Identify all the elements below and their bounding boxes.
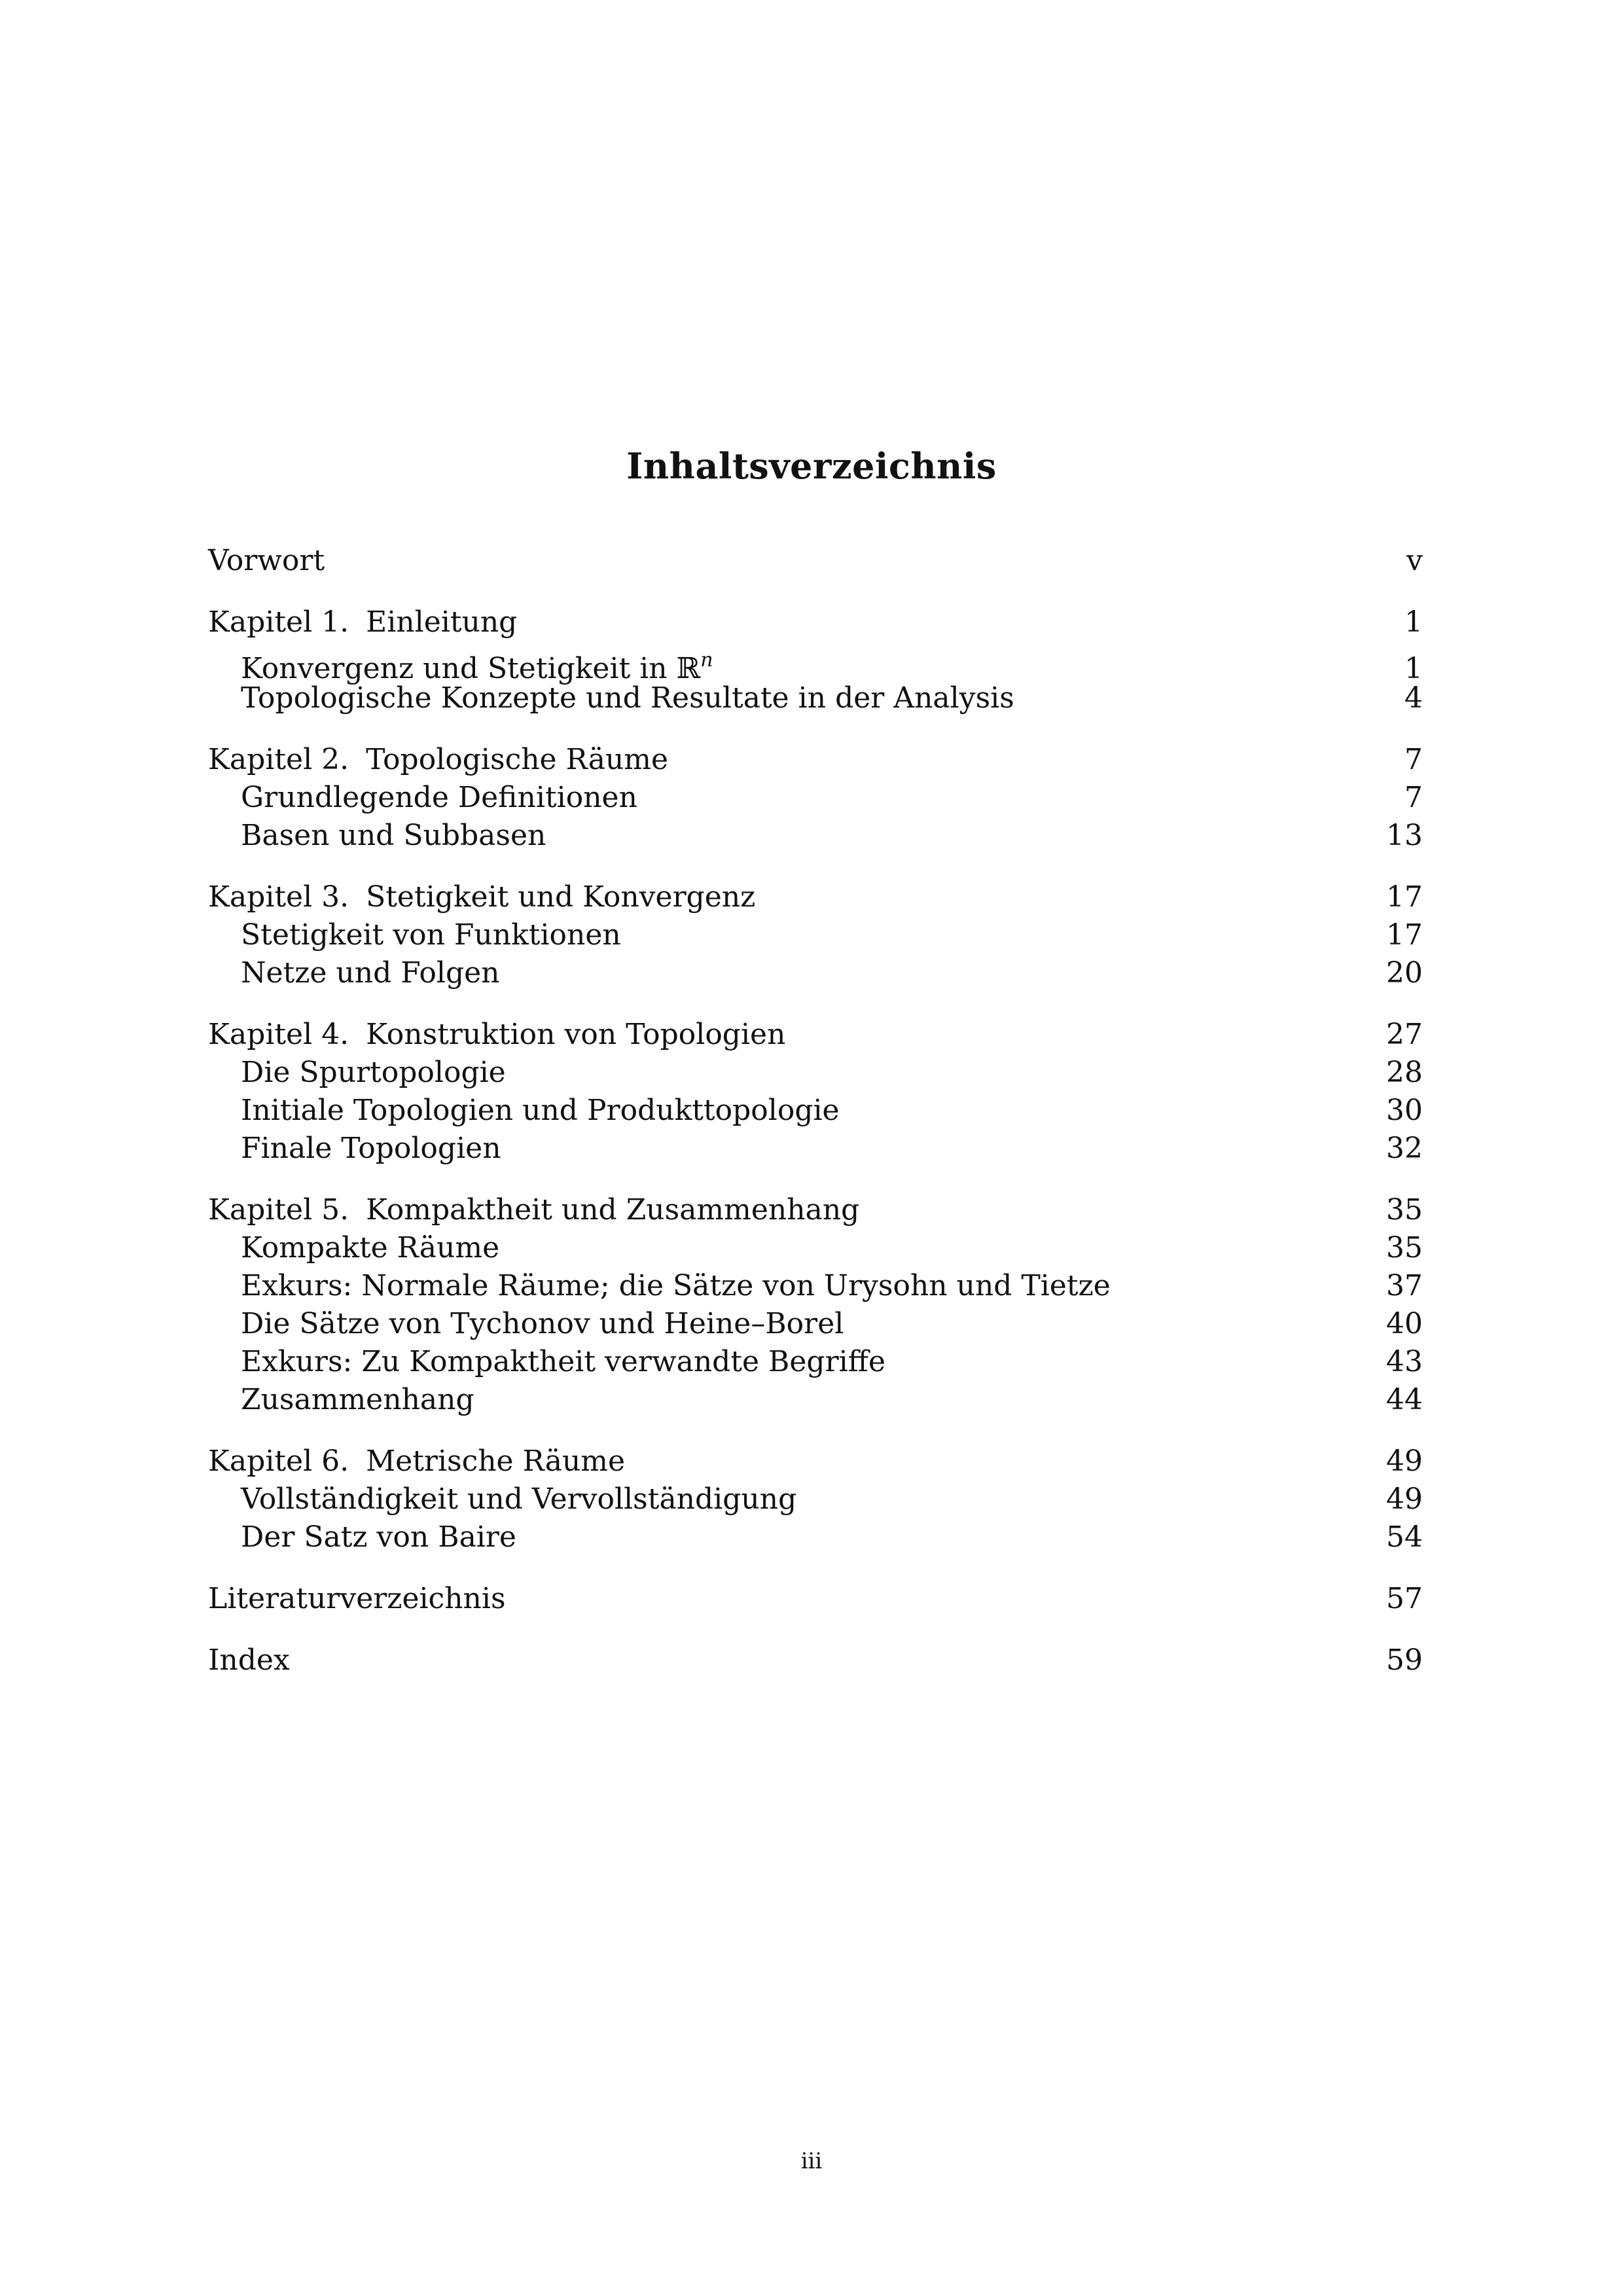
- toc-entry-page: 35: [1386, 1231, 1423, 1265]
- toc-entry-vorwort[interactable]: [208, 542, 1423, 580]
- toc-entry-page: v: [1406, 544, 1423, 577]
- toc-chapter-6[interactable]: [208, 1443, 1423, 1480]
- toc-entry-page: 17: [1386, 918, 1423, 952]
- toc-section-4-2[interactable]: [208, 1092, 1423, 1130]
- toc-entry-page: 37: [1386, 1269, 1423, 1302]
- toc-group-chapter-6: [208, 1443, 1423, 1556]
- toc-entry-page: 17: [1386, 880, 1423, 914]
- toc-entry-page: 30: [1386, 1094, 1423, 1127]
- section-label: Grundlegende Definitionen: [241, 781, 637, 814]
- toc-group-bibliography: [208, 1580, 1423, 1618]
- toc-chapter-4[interactable]: [208, 1016, 1423, 1054]
- toc-section-2-1[interactable]: [208, 779, 1423, 817]
- toc-group-chapter-3: [208, 878, 1423, 992]
- toc-entry-page: 57: [1386, 1582, 1423, 1615]
- toc-entry-page: 43: [1386, 1345, 1423, 1378]
- chapter-label: Kompaktheit und Zusammenhang: [366, 1193, 860, 1227]
- toc-entry-page: 59: [1386, 1643, 1423, 1677]
- toc-chapter-title: [208, 1016, 785, 1054]
- section-label: Die Sätze von Tychonov und Heine–Borel: [241, 1307, 844, 1340]
- toc-section-2-2[interactable]: [208, 817, 1423, 855]
- page-number: iii: [800, 2148, 823, 2174]
- toc-entry-label: Index: [208, 1643, 290, 1677]
- toc-entry-page: 1: [1404, 652, 1423, 685]
- toc-chapter-title: [208, 741, 668, 779]
- toc-section-5-3[interactable]: [208, 1305, 1423, 1343]
- section-label: Stetigkeit von Funktionen: [241, 918, 621, 952]
- toc-section-4-3[interactable]: [208, 1130, 1423, 1168]
- chapter-label: Einleitung: [366, 605, 518, 639]
- section-label: Basen und Subbasen: [241, 819, 546, 852]
- section-label: Exkurs: Zu Kompaktheit verwandte Begriffe: [241, 1345, 885, 1378]
- toc-entry-page: 40: [1386, 1307, 1423, 1340]
- toc-group-vorwort: [208, 542, 1423, 580]
- toc-entry-page: 49: [1386, 1482, 1423, 1516]
- section-label: Konvergenz und Stetigkeit in: [241, 652, 677, 685]
- section-label: Der Satz von Baire: [241, 1520, 516, 1554]
- toc-chapter-1[interactable]: [208, 603, 1423, 641]
- toc-entry-page: 1: [1404, 605, 1423, 639]
- toc-entry-label: Literaturverzeichnis: [208, 1582, 506, 1615]
- toc-chapter-5[interactable]: [208, 1191, 1423, 1229]
- toc-group-index: [208, 1641, 1423, 1679]
- section-label: Initiale Topologien und Produkttopologie: [241, 1094, 840, 1127]
- toc-chapter-title: [208, 878, 755, 916]
- toc-chapter-3[interactable]: [208, 878, 1423, 916]
- table-of-contents: [208, 542, 1423, 1703]
- toc-section-3-1[interactable]: [208, 916, 1423, 954]
- toc-section-5-5[interactable]: [208, 1381, 1423, 1419]
- toc-section-5-2[interactable]: [208, 1267, 1423, 1305]
- toc-chapter-title: [208, 603, 517, 641]
- chapter-number: Kapitel 3.: [208, 880, 349, 914]
- chapter-number: Kapitel 5.: [208, 1193, 349, 1227]
- toc-group-chapter-4: [208, 1016, 1423, 1168]
- chapter-number: Kapitel 2.: [208, 743, 349, 776]
- page-title: Inhaltsverzeichnis: [626, 445, 997, 487]
- toc-group-chapter-5: [208, 1191, 1423, 1419]
- toc-section-3-2[interactable]: [208, 954, 1423, 992]
- section-label: Exkurs: Normale Räume; die Sätze von Urysohn und Tietze: [241, 1269, 1111, 1302]
- toc-entry-page: 49: [1386, 1444, 1423, 1478]
- toc-entry-index[interactable]: [208, 1641, 1423, 1679]
- toc-section-1-1[interactable]: [208, 641, 1423, 685]
- chapter-label: Stetigkeit und Konvergenz: [366, 880, 756, 914]
- section-label: Kompakte Räume: [241, 1231, 500, 1265]
- toc-section-5-1[interactable]: [208, 1229, 1423, 1267]
- toc-section-5-4[interactable]: [208, 1343, 1423, 1381]
- section-label: Vollständigkeit und Vervollständigung: [241, 1482, 797, 1516]
- section-label: Topologische Konzepte und Resultate in der Analysis: [241, 681, 1014, 715]
- toc-entry-bibliography[interactable]: [208, 1580, 1423, 1618]
- toc-entry-page: 54: [1386, 1520, 1423, 1554]
- chapter-label: Konstruktion von Topologien: [366, 1018, 786, 1051]
- section-label: Zusammenhang: [241, 1383, 474, 1416]
- section-label: Finale Topologien: [241, 1132, 501, 1165]
- chapter-label: Metrische Räume: [366, 1444, 626, 1478]
- math-real-numbers: ℝ: [676, 652, 701, 685]
- section-label: Netze und Folgen: [241, 956, 500, 990]
- toc-entry-page: 20: [1386, 956, 1423, 990]
- chapter-number: Kapitel 6.: [208, 1444, 349, 1478]
- toc-entry-page: 28: [1386, 1056, 1423, 1089]
- toc-entry-page: 7: [1404, 743, 1423, 776]
- toc-entry-label: Vorwort: [208, 544, 325, 577]
- toc-section-4-1[interactable]: [208, 1054, 1423, 1092]
- chapter-number: Kapitel 4.: [208, 1018, 349, 1051]
- toc-chapter-2[interactable]: [208, 741, 1423, 779]
- chapter-label: Topologische Räume: [366, 743, 669, 776]
- toc-section-6-1[interactable]: [208, 1480, 1423, 1518]
- toc-entry-page: 35: [1386, 1193, 1423, 1227]
- toc-entry-page: 13: [1386, 819, 1423, 852]
- toc-chapter-title: [208, 1443, 625, 1480]
- section-label: Die Spurtopologie: [241, 1056, 506, 1089]
- toc-chapter-title: [208, 1191, 859, 1229]
- toc-group-chapter-1: [208, 603, 1423, 717]
- toc-entry-page: 32: [1386, 1132, 1423, 1165]
- toc-section-6-2[interactable]: [208, 1518, 1423, 1556]
- math-exponent: n: [700, 649, 713, 672]
- toc-entry-page: 27: [1386, 1018, 1423, 1051]
- chapter-number: Kapitel 1.: [208, 605, 349, 639]
- toc-entry-page: 4: [1404, 681, 1423, 715]
- toc-section-1-2[interactable]: [208, 679, 1423, 717]
- toc-entry-page: 44: [1386, 1383, 1423, 1416]
- toc-group-chapter-2: [208, 741, 1423, 855]
- toc-entry-page: 7: [1404, 781, 1423, 814]
